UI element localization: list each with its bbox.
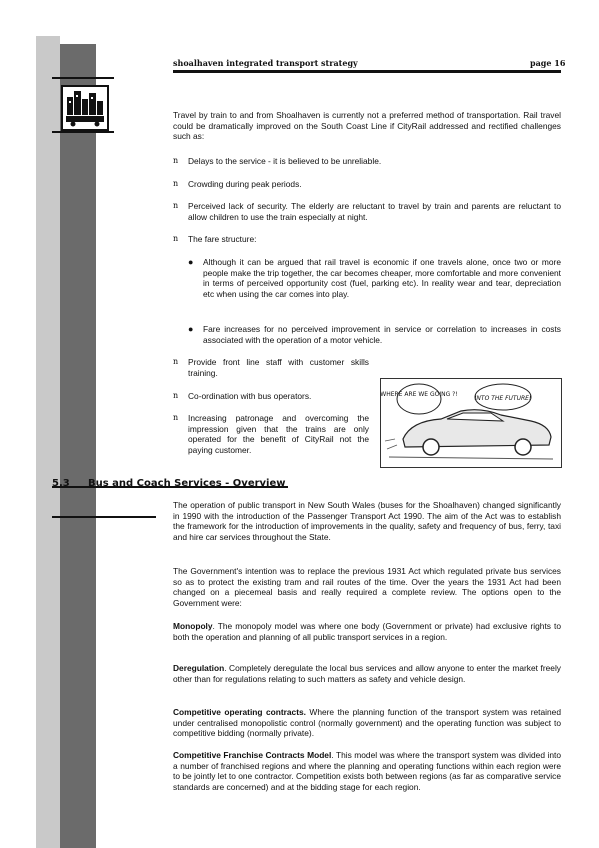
side-band-dark [60,44,96,848]
list-item: n Perceived lack of security. The elderly are reluctant to travel by train and parents are reluctant to allow children to use the train especially at night. [173,201,561,222]
option-monopoly: Monopoly. The monopoly model was where one body (Government or private) had exclusive rights to both the operation and planning of all public transport services in a region. [173,621,561,642]
list-item: n The fare structure: [173,234,257,244]
section-number: 5.3 [52,478,70,489]
side-band-light [36,36,60,848]
list-marker: n [173,156,179,165]
cartoon-bubble-1: WHERE ARE WE GOING ?! [381,391,458,398]
cartoon-bubble-2: INTO THE FUTURE! [474,395,532,402]
bullet-dot: ● [188,324,194,334]
list-marker: n [173,391,179,400]
option-competitive-contracts: Competitive operating contracts. Where the planning function of the transport system was retained under centralised monopolistic control (normally government) and the operating function was subject to competitive bidding (normally private). [173,707,561,739]
intro-paragraph: Travel by train to and from Shoalhaven is currently not a preferred method of transportation. Rail travel could be dramatically improved on the South Coast Line if CityRail addressed and rectified challenges such as: [173,110,561,142]
page-number: page 16 [530,58,566,68]
bullet-item: ● Although it can be argued that rail travel is economic if one travels alone, once two or more people make the trip together, the car becomes cheaper, more comfortable and more convenient in terms of perceived opportunity cost (fuel, parking etc). In reality wear and tear, depreciation etc when using the car comes into play. [188,257,561,299]
list-marker: n [173,413,179,422]
list-marker: n [173,234,179,243]
list-marker: n [173,179,179,188]
list-item: n Provide front line staff with customer skills training. [173,357,369,378]
list-item: n Increasing patronage and overcoming the impression given that the trains are only operated for the benefit of CityRail not the paying customer. [173,413,369,455]
logo-rule-top [52,77,114,79]
list-marker: n [173,357,179,366]
body-paragraph: The Government's intention was to replace the previous 1931 Act which regulated private bus services so as to protect the existing tram and rail routes of the time. Over the years the 1931 Act had been changed on a piecemeal basis and really required a complete review. The options open to the Government were: [173,566,561,608]
bullet-dot: ● [188,257,194,267]
train-city-icon [61,85,109,131]
list-marker: n [173,201,179,210]
section-title: Bus and Coach Services - Overview [88,478,286,489]
logo-rule-bottom [52,131,114,133]
bullet-item: ● Fare increases for no perceived improvement in service or correlation to increases in costs associated with the operation of a motor vehicle. [188,324,561,345]
option-deregulation: Deregulation. Completely deregulate the local bus services and allow anyone to enter the market freely other than for regulations relating to such matters as safety and vehicle design. [173,663,561,684]
list-item: n Delays to the service - it is believed to be unreliable. [173,156,382,166]
list-item: n Crowding during peak periods. [173,179,302,189]
cartoon-illustration [380,378,562,468]
list-item: n Co-ordination with bus operators. [173,391,312,401]
option-franchise-model: Competitive Franchise Contracts Model. This model was where the transport system was divided into a number of franchised regions and where the planning and operating functions within each region were to be jointly let to one contractor. Competition exists both between regions (as far as comparative service standards are concerned) and at the bidding stage for each region. [173,750,561,792]
body-paragraph: The operation of public transport in New South Wales (buses for the Shoalhaven) changed significantly in 1990 with the introduction of the Passenger Transport Act 1990. The aim of the Act was to establish the framework for the introduction of improvements in the quality, safety and frequency of bus, ferry, taxi and hire car services throughout the State. [173,500,561,542]
header-title: shoalhaven integrated transport strategy [173,58,358,68]
section-rule-lower [52,516,156,518]
header-rule [173,70,561,73]
